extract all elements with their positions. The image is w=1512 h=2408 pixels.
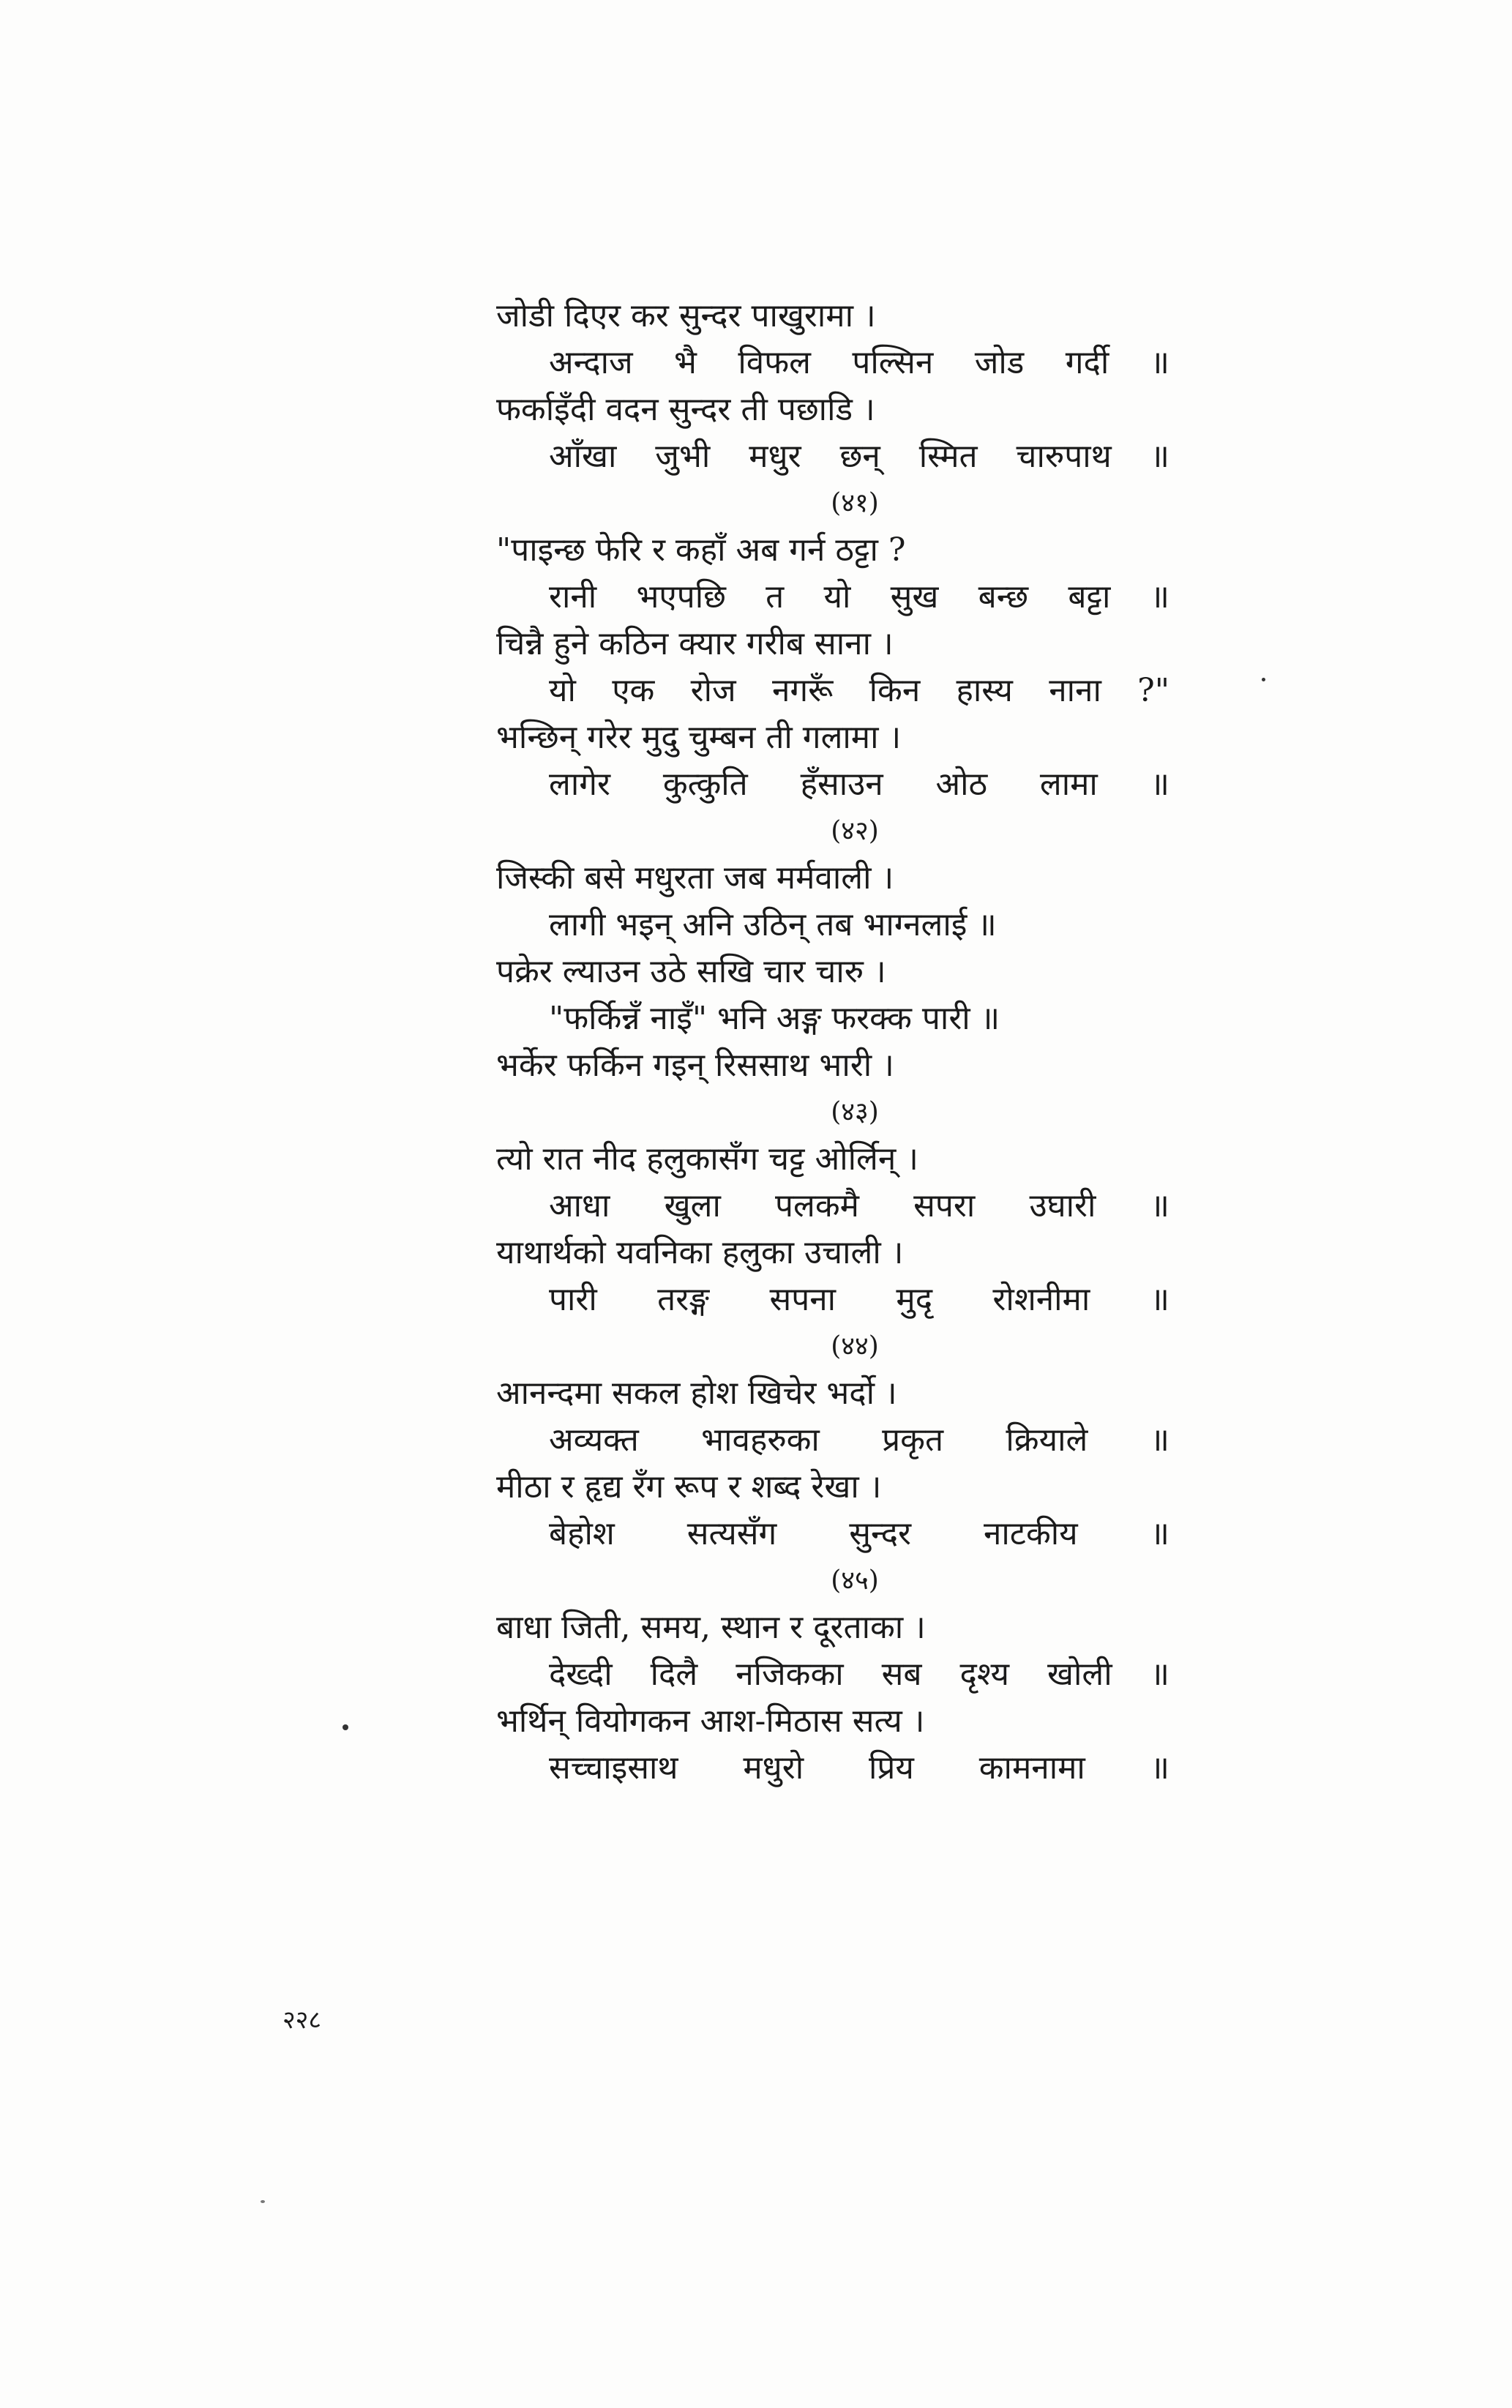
verse-line: बेहोश सत्यसँग सुन्दर नाटकीय ॥ (549, 1515, 1169, 1552)
verse-line: देख्दी दिलै नजिकका सब दृश्य खोली ॥ (549, 1656, 1169, 1693)
poem-body (496, 293, 1169, 1792)
verse-line: जोडी दिएर कर सुन्दर पाखुरामा । (496, 297, 876, 334)
verse-line: पारी तरङ्ग सपना मुदृ रोशनीमा ॥ (549, 1281, 1169, 1318)
scan-speck (261, 2200, 265, 2203)
page-number: २२८ (282, 2005, 322, 2035)
verse-line: जिस्की बसे मधुरता जब मर्मवाली । (496, 859, 894, 897)
stanza-number: (४३) (831, 1097, 879, 1127)
stanza-number: (४२) (831, 816, 879, 846)
verse-line: फर्काइँदी वदन सुन्दर ती पछाडि । (496, 391, 875, 428)
verse-line: "पाइन्छ फेरि र कहाँ अब गर्न ठट्टा ? (496, 531, 906, 569)
verse-line: रानी भएपछि त यो सुख बन्छ बट्टा ॥ (549, 578, 1169, 616)
verse-line: आनन्दमा सकल होश खिचेर भर्दो । (496, 1375, 897, 1412)
verse-line: अव्यक्त भावहरुका प्रकृत क्रियाले ॥ (549, 1421, 1169, 1459)
scan-speck (1262, 678, 1265, 681)
verse-line: त्यो रात नीद हलुकासँग चट्ट ओर्लिन् । (496, 1140, 918, 1178)
scan-speck (343, 1724, 348, 1730)
stanza (496, 1089, 1169, 1323)
verse-line: यो एक रोज नगरूँ किन हास्य नाना ?" (549, 672, 1169, 709)
verse-line: भर्थिन् वियोगकन आश-मिठास सत्य । (496, 1702, 925, 1740)
verse-line: पक्रेर ल्याउन उठे सखि चार चारु । (496, 953, 886, 990)
verse-line: आधा खुला पलकमै सपरा उघारी ॥ (549, 1187, 1169, 1224)
stanza (496, 480, 1169, 808)
verse-line: सच्चाइसाथ मधुरो प्रिय कामनामा ॥ (549, 1749, 1169, 1787)
stanza (496, 1558, 1169, 1792)
verse-line: अन्दाज भै विफल पल्सिन जोड गर्दी ॥ (549, 344, 1169, 381)
stanza-number: (४४) (831, 1331, 879, 1361)
verse-line: भर्केर फर्किन गइन् रिससाथ भारी । (496, 1047, 894, 1084)
verse-line: लागेर कुत्कुति हँसाउन ओठ लामा ॥ (549, 766, 1169, 803)
stanza-number: (४१) (831, 488, 879, 518)
verse-line: बाधा जिती, समय, स्थान र दूरताका । (496, 1609, 926, 1646)
verse-line: लागी भइन् अनि उठिन् तब भाग्नलाई ॥ (549, 906, 997, 943)
verse-line: भन्छिन् गरेर मुदु चुम्बन ती गलामा । (496, 719, 902, 756)
verse-line: चिन्नै हुने कठिन क्यार गरीब साना । (496, 625, 894, 662)
stanza-number: (४५) (831, 1566, 879, 1596)
stanza (496, 293, 1169, 480)
stanza (496, 808, 1169, 1089)
verse-line: "फर्किन्नँ नाइँ" भनि अङ्ग फरक्क पारी ॥ (549, 1000, 1000, 1037)
verse-line: आँखा जुभी मधुर छन् स्मित चारुपाथ ॥ (549, 438, 1169, 475)
stanza (496, 1323, 1169, 1558)
verse-line: मीठा र हृद्य रँग रूप र शब्द रेखा । (496, 1468, 882, 1506)
verse-line: याथार्थको यवनिका हलुका उचाली । (496, 1234, 904, 1271)
